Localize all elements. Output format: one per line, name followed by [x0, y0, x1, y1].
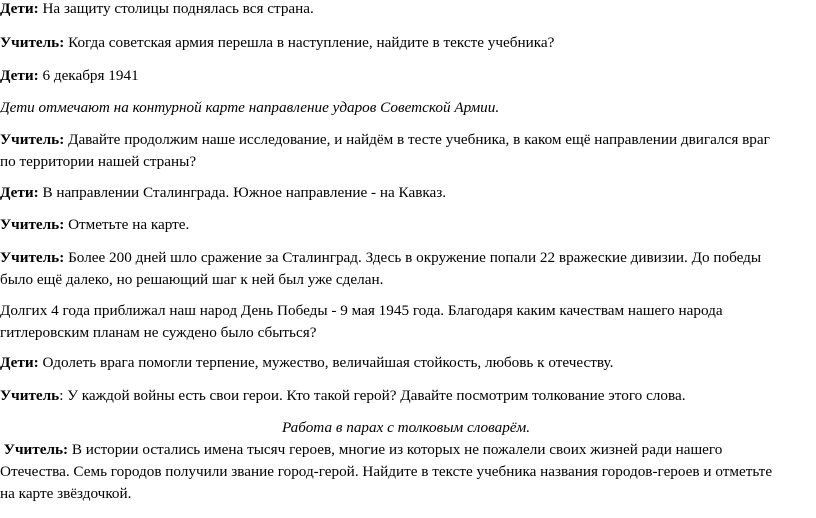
paragraph-teacher-5 — [0, 385, 812, 407]
speaker-label: Учитель — [0, 387, 60, 404]
paragraph-teacher-2 — [0, 129, 812, 173]
paragraph-text: Когда советская армия перешла в наступление, найдите в тексте учебника? — [68, 34, 555, 51]
paragraph-teacher-1 — [0, 32, 812, 54]
paragraph-children-3 — [0, 182, 812, 204]
speaker-label: Дети: — [0, 0, 39, 17]
speaker-label: Учитель: — [0, 216, 65, 233]
paragraph-line: Долгих 4 года приближал наш народ День Победы - 9 мая 1945 года. Благодаря каким качествам нашего народа — [0, 302, 723, 319]
speaker-label: Учитель: — [0, 249, 65, 266]
speaker-label: Учитель: — [0, 441, 69, 458]
paragraph-text: На защиту столицы поднялась вся страна. — [42, 0, 314, 17]
paragraph-line — [0, 247, 812, 269]
paragraph-line — [0, 129, 812, 151]
paragraph-text: Одолеть врага помогли терпение, мужество, величайшая стойкость, любовь к отечеству. — [42, 354, 614, 371]
paragraph-text: Давайте продолжим наше исследование, и найдём в тесте учебника, в каком ещё направлении двигался враг — [68, 131, 770, 148]
paragraph-line: Отечества. Семь городов получили звание город-герой. Найдите в тексте учебника названия городов-героев и отметьте — [0, 463, 773, 480]
paragraph-children-2 — [0, 65, 812, 87]
paragraph-children-1 — [0, 0, 812, 20]
speaker-label: Учитель: — [0, 34, 65, 51]
paragraph-line: гитлеровским планам не суждено было сбыться? — [0, 324, 317, 341]
speaker-label: Дети: — [0, 354, 39, 371]
paragraph-text: Более 200 дней шло сражение за Сталинград. Здесь в окружение попали 22 вражеские дивизии. До победы — [68, 249, 762, 266]
paragraph-text: : У каждой войны есть свои герои. Кто такой герой? Давайте посмотрим толкование этого слова. — [59, 387, 686, 404]
paragraph-text: Отметьте на карте. — [68, 216, 190, 233]
section-heading-pair-work — [0, 417, 812, 439]
paragraph-activity-note — [0, 97, 812, 119]
speaker-label: Дети: — [0, 67, 39, 84]
paragraph-teacher-4 — [0, 247, 812, 291]
paragraph-line: на карте звёздочкой. — [0, 485, 132, 502]
paragraph-text: В направлении Сталинграда. Южное направление - на Кавказ. — [42, 184, 447, 201]
activity-note-text: Дети отмечают на контурной карте направление ударов Советской Армии. — [0, 99, 500, 116]
section-heading-text: Работа в парах с толковым словарём. — [281, 419, 531, 436]
paragraph-text: В истории остались имена тысяч героев, многие из которых не пожалели своих жизней ради нашего — [71, 441, 723, 458]
paragraph-line — [0, 439, 812, 461]
paragraph-teacher-6 — [0, 439, 812, 505]
speaker-label: Учитель: — [0, 131, 65, 148]
paragraph-text: 6 декабря 1941 — [42, 67, 139, 84]
paragraph-teacher-3 — [0, 214, 812, 236]
paragraph-victory — [0, 300, 812, 344]
paragraph-line: по территории нашей страны? — [0, 153, 197, 170]
speaker-label: Дети: — [0, 184, 39, 201]
paragraph-children-4 — [0, 352, 812, 374]
paragraph-line: было ещё далеко, но решающий шаг к ней был уже сделан. — [0, 271, 384, 288]
